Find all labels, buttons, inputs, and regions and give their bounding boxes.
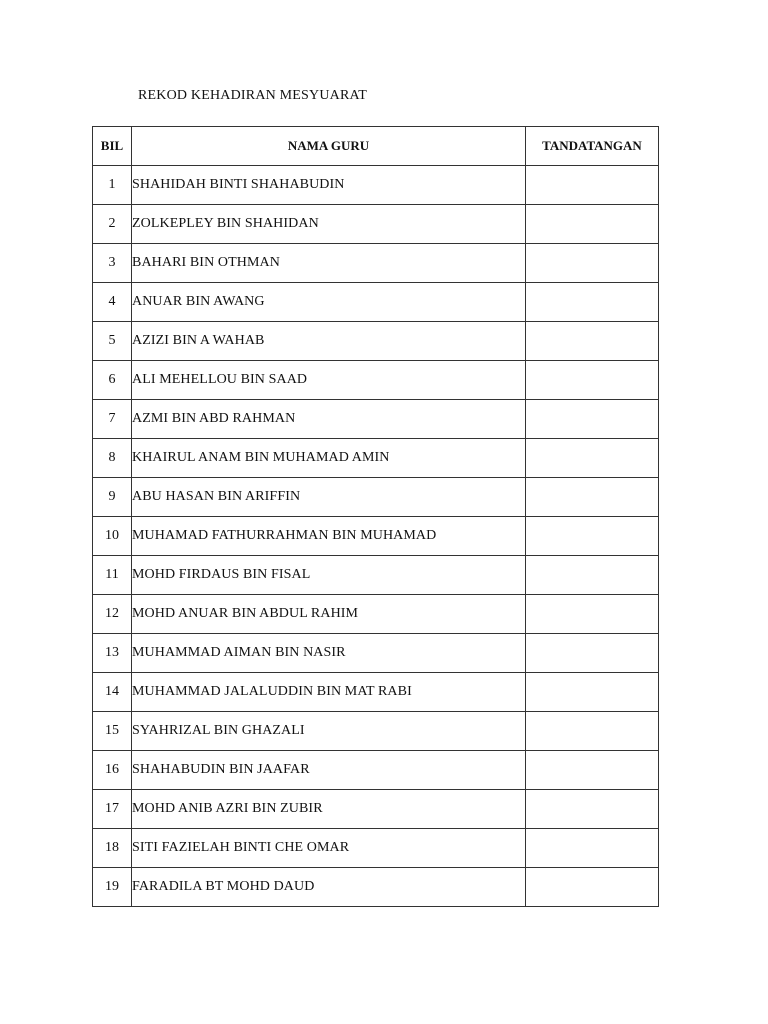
teacher-name: KHAIRUL ANAM BIN MUHAMAD AMIN bbox=[132, 439, 526, 478]
row-number: 11 bbox=[93, 556, 132, 595]
table-row bbox=[93, 556, 659, 595]
table-row bbox=[93, 829, 659, 868]
signature-cell bbox=[526, 439, 659, 478]
signature-cell bbox=[526, 790, 659, 829]
teacher-name: MOHD ANUAR BIN ABDUL RAHIM bbox=[132, 595, 526, 634]
signature-cell bbox=[526, 400, 659, 439]
header-signature: TANDATANGAN bbox=[526, 127, 659, 166]
header-bil: BIL bbox=[93, 127, 132, 166]
row-number: 14 bbox=[93, 673, 132, 712]
teacher-name: ZOLKEPLEY BIN SHAHIDAN bbox=[132, 205, 526, 244]
table-body bbox=[93, 166, 659, 907]
teacher-name: MOHD FIRDAUS BIN FISAL bbox=[132, 556, 526, 595]
row-number: 10 bbox=[93, 517, 132, 556]
signature-cell bbox=[526, 322, 659, 361]
signature-cell bbox=[526, 244, 659, 283]
signature-cell bbox=[526, 517, 659, 556]
table-row bbox=[93, 712, 659, 751]
row-number: 8 bbox=[93, 439, 132, 478]
table-row bbox=[93, 868, 659, 907]
row-number: 9 bbox=[93, 478, 132, 517]
row-number: 17 bbox=[93, 790, 132, 829]
signature-cell bbox=[526, 868, 659, 907]
row-number: 19 bbox=[93, 868, 132, 907]
teacher-name: SITI FAZIELAH BINTI CHE OMAR bbox=[132, 829, 526, 868]
signature-cell bbox=[526, 556, 659, 595]
row-number: 4 bbox=[93, 283, 132, 322]
table-row bbox=[93, 634, 659, 673]
row-number: 18 bbox=[93, 829, 132, 868]
teacher-name: ABU HASAN BIN ARIFFIN bbox=[132, 478, 526, 517]
row-number: 16 bbox=[93, 751, 132, 790]
teacher-name: ANUAR BIN AWANG bbox=[132, 283, 526, 322]
row-number: 12 bbox=[93, 595, 132, 634]
table-row bbox=[93, 517, 659, 556]
teacher-name: MUHAMMAD JALALUDDIN BIN MAT RABI bbox=[132, 673, 526, 712]
teacher-name: SHAHABUDIN BIN JAAFAR bbox=[132, 751, 526, 790]
row-number: 1 bbox=[93, 166, 132, 205]
signature-cell bbox=[526, 205, 659, 244]
table-row bbox=[93, 439, 659, 478]
signature-cell bbox=[526, 673, 659, 712]
signature-cell bbox=[526, 829, 659, 868]
teacher-name: BAHARI BIN OTHMAN bbox=[132, 244, 526, 283]
row-number: 15 bbox=[93, 712, 132, 751]
table-row bbox=[93, 751, 659, 790]
row-number: 3 bbox=[93, 244, 132, 283]
teacher-name: FARADILA BT MOHD DAUD bbox=[132, 868, 526, 907]
table-row bbox=[93, 205, 659, 244]
table-row bbox=[93, 595, 659, 634]
signature-cell bbox=[526, 712, 659, 751]
table-row bbox=[93, 361, 659, 400]
table-row bbox=[93, 166, 659, 205]
row-number: 7 bbox=[93, 400, 132, 439]
signature-cell bbox=[526, 166, 659, 205]
table-row bbox=[93, 673, 659, 712]
signature-cell bbox=[526, 634, 659, 673]
teacher-name: AZIZI BIN A WAHAB bbox=[132, 322, 526, 361]
document-title: REKOD KEHADIRAN MESYUARAT bbox=[138, 88, 367, 103]
table-row bbox=[93, 400, 659, 439]
row-number: 2 bbox=[93, 205, 132, 244]
table-header-row bbox=[93, 127, 659, 166]
table-row bbox=[93, 244, 659, 283]
table-row bbox=[93, 478, 659, 517]
row-number: 13 bbox=[93, 634, 132, 673]
signature-cell bbox=[526, 595, 659, 634]
attendance-table bbox=[92, 126, 659, 907]
signature-cell bbox=[526, 283, 659, 322]
teacher-name: SHAHIDAH BINTI SHAHABUDIN bbox=[132, 166, 526, 205]
table-row bbox=[93, 283, 659, 322]
signature-cell bbox=[526, 478, 659, 517]
table-row bbox=[93, 322, 659, 361]
header-name: NAMA GURU bbox=[132, 127, 526, 166]
teacher-name: AZMI BIN ABD RAHMAN bbox=[132, 400, 526, 439]
teacher-name: MUHAMMAD AIMAN BIN NASIR bbox=[132, 634, 526, 673]
signature-cell bbox=[526, 751, 659, 790]
teacher-name: ALI MEHELLOU BIN SAAD bbox=[132, 361, 526, 400]
teacher-name: MUHAMAD FATHURRAHMAN BIN MUHAMAD bbox=[132, 517, 526, 556]
teacher-name: SYAHRIZAL BIN GHAZALI bbox=[132, 712, 526, 751]
table-row bbox=[93, 790, 659, 829]
row-number: 6 bbox=[93, 361, 132, 400]
row-number: 5 bbox=[93, 322, 132, 361]
signature-cell bbox=[526, 361, 659, 400]
teacher-name: MOHD ANIB AZRI BIN ZUBIR bbox=[132, 790, 526, 829]
